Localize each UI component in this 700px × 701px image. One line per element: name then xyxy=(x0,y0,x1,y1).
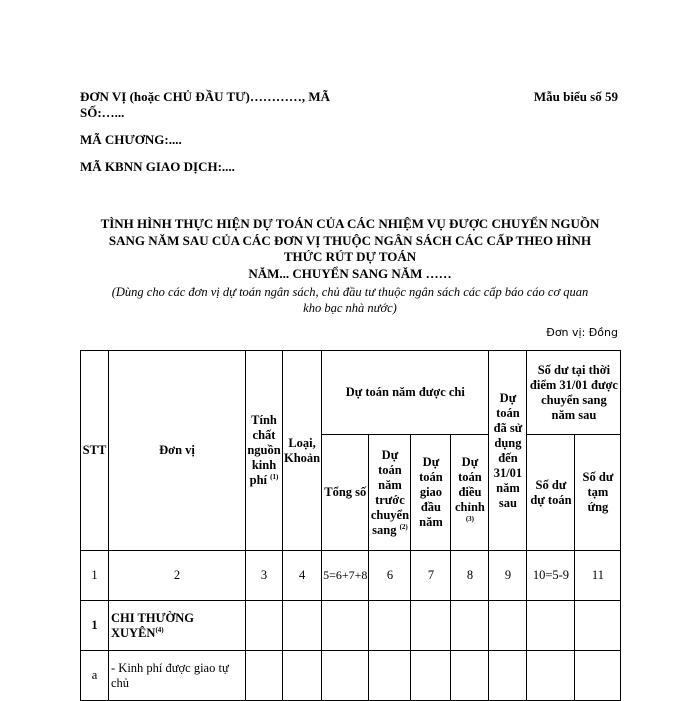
footnote-4: (4) xyxy=(155,625,164,634)
header-so-du-group: Số dư tại thời điểm 31/01 được chuyển sang năm sau xyxy=(527,351,621,435)
cell xyxy=(527,651,575,701)
col-number-1: 1 xyxy=(81,551,109,601)
cell xyxy=(489,601,527,651)
footnote-1: (1) xyxy=(270,472,279,481)
header-tinh-chat xyxy=(246,351,283,551)
cell xyxy=(575,651,621,701)
col-number-3: 3 xyxy=(246,551,283,601)
cell xyxy=(451,601,489,651)
header-du-toan-truoc xyxy=(369,435,411,551)
header-du-toan-dieu-chinh-label: Dự toán điều chỉnh xyxy=(454,455,485,514)
row-stt: a xyxy=(81,651,109,701)
row-label: - Kinh phí được giao tự chủ xyxy=(109,651,246,701)
report-title-line-1: TÌNH HÌNH THỰC HIỆN DỰ TOÁN CỦA CÁC NHIỆM VỤ ĐƯỢC CHUYỂN NGUỒN xyxy=(100,216,600,231)
report-table xyxy=(80,350,621,701)
col-number-5: 5=6+7+8 xyxy=(322,551,369,601)
header-so-du-du-toan: Số dư dự toán xyxy=(527,435,575,551)
cell xyxy=(451,651,489,701)
report-title-line-4: NĂM... CHUYỂN SANG NĂM …… xyxy=(248,266,452,281)
table-row xyxy=(81,651,621,701)
table-row xyxy=(81,601,621,651)
unit-name-line: ĐƠN VỊ (hoặc CHỦ ĐẦU TƯ)…………, MÃ xyxy=(80,89,331,104)
report-subtitle-line-2: kho bạc nhà nước) xyxy=(303,301,397,315)
report-title-line-3: THỨC RÚT DỰ TOÁN xyxy=(283,249,417,264)
header-row-1 xyxy=(81,351,621,435)
col-number-11: 11 xyxy=(575,551,621,601)
cell xyxy=(489,651,527,701)
cell xyxy=(575,601,621,651)
row-stt: 1 xyxy=(81,601,109,651)
cell xyxy=(411,601,451,651)
col-number-4: 4 xyxy=(283,551,322,601)
header-du-toan-dieu-chinh xyxy=(451,435,489,551)
col-number-6: 6 xyxy=(369,551,411,601)
footnote-2: (2) xyxy=(399,522,408,531)
cell xyxy=(411,651,451,701)
cell xyxy=(369,601,411,651)
col-number-8: 8 xyxy=(451,551,489,601)
report-subtitle-line-1: (Dùng cho các đơn vị dự toán ngân sách, chủ đầu tư thuộc ngân sách các cấp báo cáo cơ quan xyxy=(111,285,589,299)
cell xyxy=(283,651,322,701)
cell xyxy=(369,651,411,701)
cell xyxy=(246,601,283,651)
row-label xyxy=(109,601,246,651)
unit-line xyxy=(80,89,380,121)
header-don-vi: Đơn vị xyxy=(109,351,246,551)
header-tinh-chat-label: Tính chất nguồn kinh phí xyxy=(247,413,281,487)
header-du-toan-nam: Dự toán năm được chi xyxy=(322,351,489,435)
cell xyxy=(322,601,369,651)
header-loai-khoan: Loại, Khoản xyxy=(283,351,322,551)
header-du-toan-giao: Dự toán giao đầu năm xyxy=(411,435,451,551)
cell xyxy=(246,651,283,701)
col-number-10: 10=5-9 xyxy=(527,551,575,601)
report-title-line-2: SANG NĂM SAU CỦA CÁC ĐƠN VỊ THUỘC NGÂN SÁCH CÁC CẤP THEO HÌNH xyxy=(108,233,592,248)
row-label-text: CHI THƯỜNG XUYÊN xyxy=(111,610,194,640)
kbnn-code: MÃ KBNN GIAO DỊCH:.... xyxy=(80,159,235,174)
col-number-7: 7 xyxy=(411,551,451,601)
currency-unit: Đơn vị: Đồng xyxy=(546,326,618,339)
header-tong-so: Tổng số xyxy=(322,435,369,551)
cell xyxy=(527,601,575,651)
footnote-3: (3) xyxy=(465,514,475,523)
col-number-2: 2 xyxy=(109,551,246,601)
unit-code-line: SỐ:…... xyxy=(80,105,125,120)
header-stt: STT xyxy=(81,351,109,551)
chapter-code: MÃ CHƯƠNG:.... xyxy=(80,132,182,147)
cell xyxy=(283,601,322,651)
header-du-toan-truoc-label: Dự toán năm trước chuyển sang xyxy=(370,447,410,537)
header-du-toan-da-su-dung: Dự toán đã sử dụng đến 31/01 năm sau xyxy=(489,351,527,551)
column-number-row xyxy=(81,551,621,601)
form-number: Mẫu biểu số 59 xyxy=(533,89,618,104)
cell xyxy=(322,651,369,701)
header-so-du-tam-ung: Số dư tạm ứng xyxy=(575,435,621,551)
col-number-9: 9 xyxy=(489,551,527,601)
